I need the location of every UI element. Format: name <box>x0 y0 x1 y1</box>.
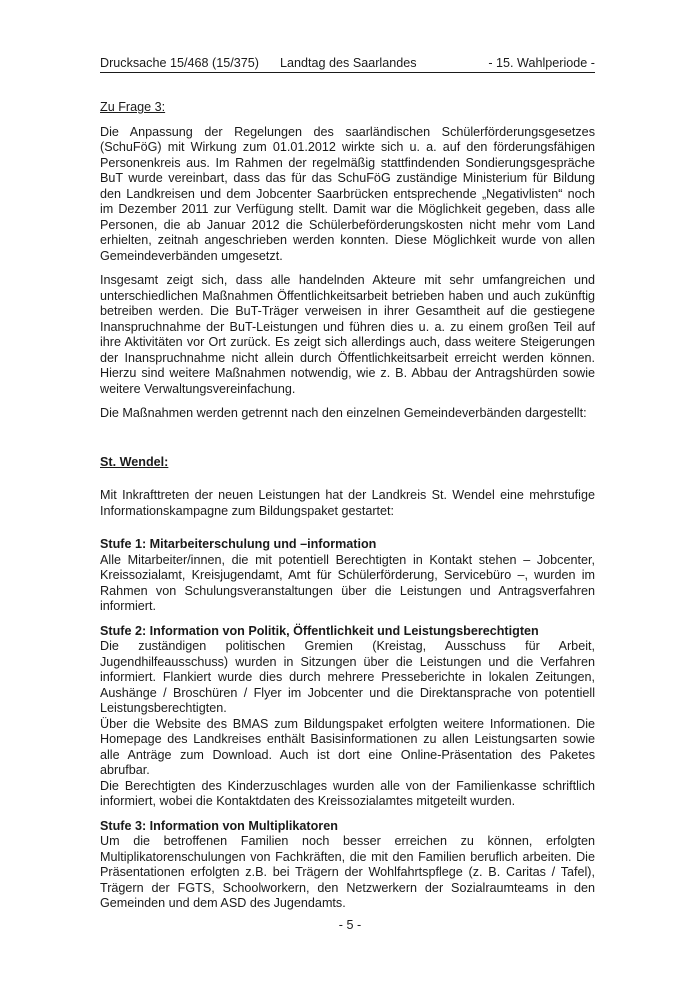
stage-block <box>100 624 595 810</box>
question-heading: Zu Frage 3: <box>100 100 166 114</box>
header-document-number: Drucksache 15/468 (15/375) <box>100 56 259 70</box>
stage-title: Stufe 3: Information von Multiplikatoren <box>100 818 338 833</box>
page-content <box>100 100 595 921</box>
stage-block <box>100 819 595 912</box>
stage-title: Stufe 2: Information von Politik, Öffentlichkeit und Leistungsberechtigten <box>100 623 539 638</box>
stage-title: Stufe 1: Mitarbeiterschulung und –information <box>100 537 377 551</box>
section-title: St. Wendel: <box>100 454 169 469</box>
section-intro: Mit Inkrafttreten der neuen Leistungen hat der Landkreis St. Wendel eine mehrstufige Informationskampagne zum Bildungspaket gestartet: <box>100 488 595 518</box>
stage-paragraph: Alle Mitarbeiter/innen, die mit potentiell Berechtigten in Kontakt stehen – Jobcenter, Kreissozialamt, Kreisjugendamt, Amt für Schülerförderung, Servicebüro –, wurden im Rahmen von Schulungsveranstaltungen über die Leistungen und Antragsverfahren informiert. <box>100 552 595 613</box>
page-number: - 5 - <box>338 918 362 932</box>
stage-paragraph: Um die betroffenen Familien noch besser erreichen zu können, erfolgten Multiplikatorenschulungen von Fachkräften, die mit den Familien beruflich arbeiten. Die Präsentationen erfolgten z.B. bei Trägern der Wohlfahrtspflege (z. B. Caritas / Tafel), Trägern der FGTS, Schoolworkern, den Netzwerkern der Sozialraumteams in den Gemeinden und dem ASD des Jugendamts. <box>100 834 595 910</box>
header-parliament: Landtag des Saarlandes <box>280 56 417 70</box>
paragraph: Die Anpassung der Regelungen des saarländischen Schülerförderungsgesetzes (SchuFöG) mit Wirkung zum 01.01.2012 wirkte sich u. a. auf den förderungsfähigen Personenkreis aus. Im Rahmen der regelmäßig stattfindenden Sondierungsgespräche BuT wurde vereinbart, dass das für das SchuFöG zuständige Ministerium für Bildung den Landkreisen und dem Jobcenter Saarbrücken entsprechende „Negativlisten“ noch im Dezember 2011 zur Verfügung stellt. Damit war die Möglichkeit gegeben, dass alle Personen, die ab Januar 2012 die Schülerbeförderungskosten nicht mehr vom Land erhielten, zeitnah angeschrieben werden konnten. Diese Möglichkeit wurde von allen Gemeindeverbänden umgesetzt. <box>100 124 595 263</box>
page-header <box>100 56 595 73</box>
stage-block <box>100 537 595 615</box>
stage-paragraph: Über die Website des BMAS zum Bildungspaket erfolgten weitere Informationen. Die Homepage des Landkreises enthält Basisinformationen zu allen Leistungsarten sowie alle Anträge zum Download. Auch ist dort eine Online-Präsentation des Paketes abrufbar. <box>100 716 595 777</box>
paragraph: Die Maßnahmen werden getrennt nach den einzelnen Gemeindeverbänden dargestellt: <box>100 406 587 420</box>
stage-paragraph: Die zuständigen politischen Gremien (Kreistag, Ausschuss für Arbeit, Jugendhilfeausschuss) wurden in Sitzungen über die Leistungen und die Verfahren informiert. Flankiert wurde dies durch mehrere Presseberichte in lokalen Zeitungen, Aushänge / Broschüren / Flyer im Jobcenter und die Direktansprache von potentiell Leistungsberechtigten. <box>100 639 595 715</box>
paragraph: Insgesamt zeigt sich, dass alle handelnden Akteure mit sehr umfangreichen und unterschiedlichen Maßnahmen Öffentlichkeitsarbeit betrieben haben und auch zukünftig betreiben werden. Die BuT-Träger verweisen in ihrer Gesamtheit auf die gestiegene Inanspruchnahme der BuT-Leistungen und führen dies u. a. zu einem großen Teil auf ihre Aktivitäten vor Ort zurück. Es zeigt sich allerdings auch, dass weitere Steigerungen der Inanspruchnahme nicht allein durch Öffentlichkeitsarbeit erreicht werden können. Hierzu sind weitere Maßnahmen notwendig, wie z. B. Abbau der Antragshürden sowie weitere Verwaltungsvereinfachung. <box>100 273 595 396</box>
header-electoral-period: - 15. Wahlperiode - <box>488 56 595 70</box>
stage-paragraph: Die Berechtigten des Kinderzuschlages wurden alle von der Familienkasse schriftlich informiert, wobei die Kontaktdaten des Kreissozialamtes mitgeteilt wurden. <box>100 778 595 808</box>
